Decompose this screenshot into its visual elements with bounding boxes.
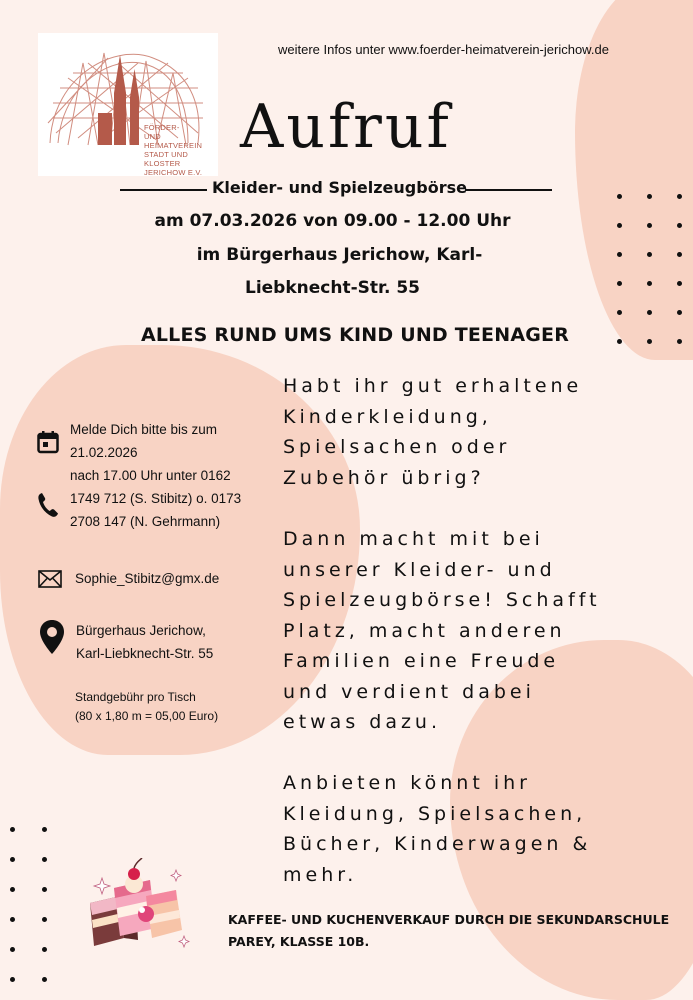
- map-pin-icon: [39, 619, 65, 655]
- headline: ALLES RUND UMS KIND UND TEENAGER: [140, 324, 570, 346]
- intro-paragraph: Habt ihr gut erhaltene Kinderkleidung, Spielsachen oder Zubehör übrig?: [283, 375, 583, 489]
- email-text: Sophie_Stibitz@gmx.de: [75, 571, 220, 586]
- envelope-icon: [38, 570, 62, 588]
- event-date: am 07.03.2026 von 09.00 - 12.00 Uhr: [154, 211, 511, 231]
- event-location-line2: Liebknecht-Str. 55: [244, 278, 421, 298]
- page-title: Aufruf: [240, 92, 452, 162]
- event-location-line1: im Bürgerhaus Jerichow, Karl-: [196, 245, 483, 265]
- footer-note: KAFFEE- UND KUCHENVERKAUF DURCH DIE SEKUNDARSCHULE PAREY, KLASSE 10B.: [228, 912, 670, 949]
- calendar-icon: [37, 430, 59, 454]
- event-name: Kleider- und Spielzeugbörse: [212, 178, 467, 197]
- dot-grid-left: [10, 827, 47, 982]
- association-logo: [38, 33, 218, 176]
- address-text: Bürgerhaus Jerichow, Karl-Liebknecht-Str. 55: [76, 623, 214, 661]
- website-info: weitere Infos unter www.foerder-heimatverein-jerichow.de: [278, 42, 609, 57]
- phone-icon: [37, 492, 59, 518]
- offer-paragraph: Anbieten könnt ihr Kleidung, Spielsachen, Bücher, Kinderwagen & mehr.: [283, 772, 592, 886]
- registration-text: Melde Dich bitte bis zum 21.02.2026 nach 17.00 Uhr unter 0162 1749 712 (S. Stibitz) o. 0173 2708 147 (N. Gehrmann): [70, 422, 242, 529]
- cake-illustration: [84, 858, 194, 953]
- call-to-action-paragraph: Dann macht mit bei unserer Kleider- und Spielzeugbörse! Schafft Platz, macht anderen Familien eine Freude und verdient dabei etwas dazu.: [283, 528, 601, 733]
- table-fee-text: Standgebühr pro Tisch (80 x 1,80 m = 05,00 Euro): [75, 690, 219, 723]
- logo-text: FÖRDER- UND HEIMATVEREIN STADT UND KLOSTER JERICHOW E.V.: [144, 123, 203, 177]
